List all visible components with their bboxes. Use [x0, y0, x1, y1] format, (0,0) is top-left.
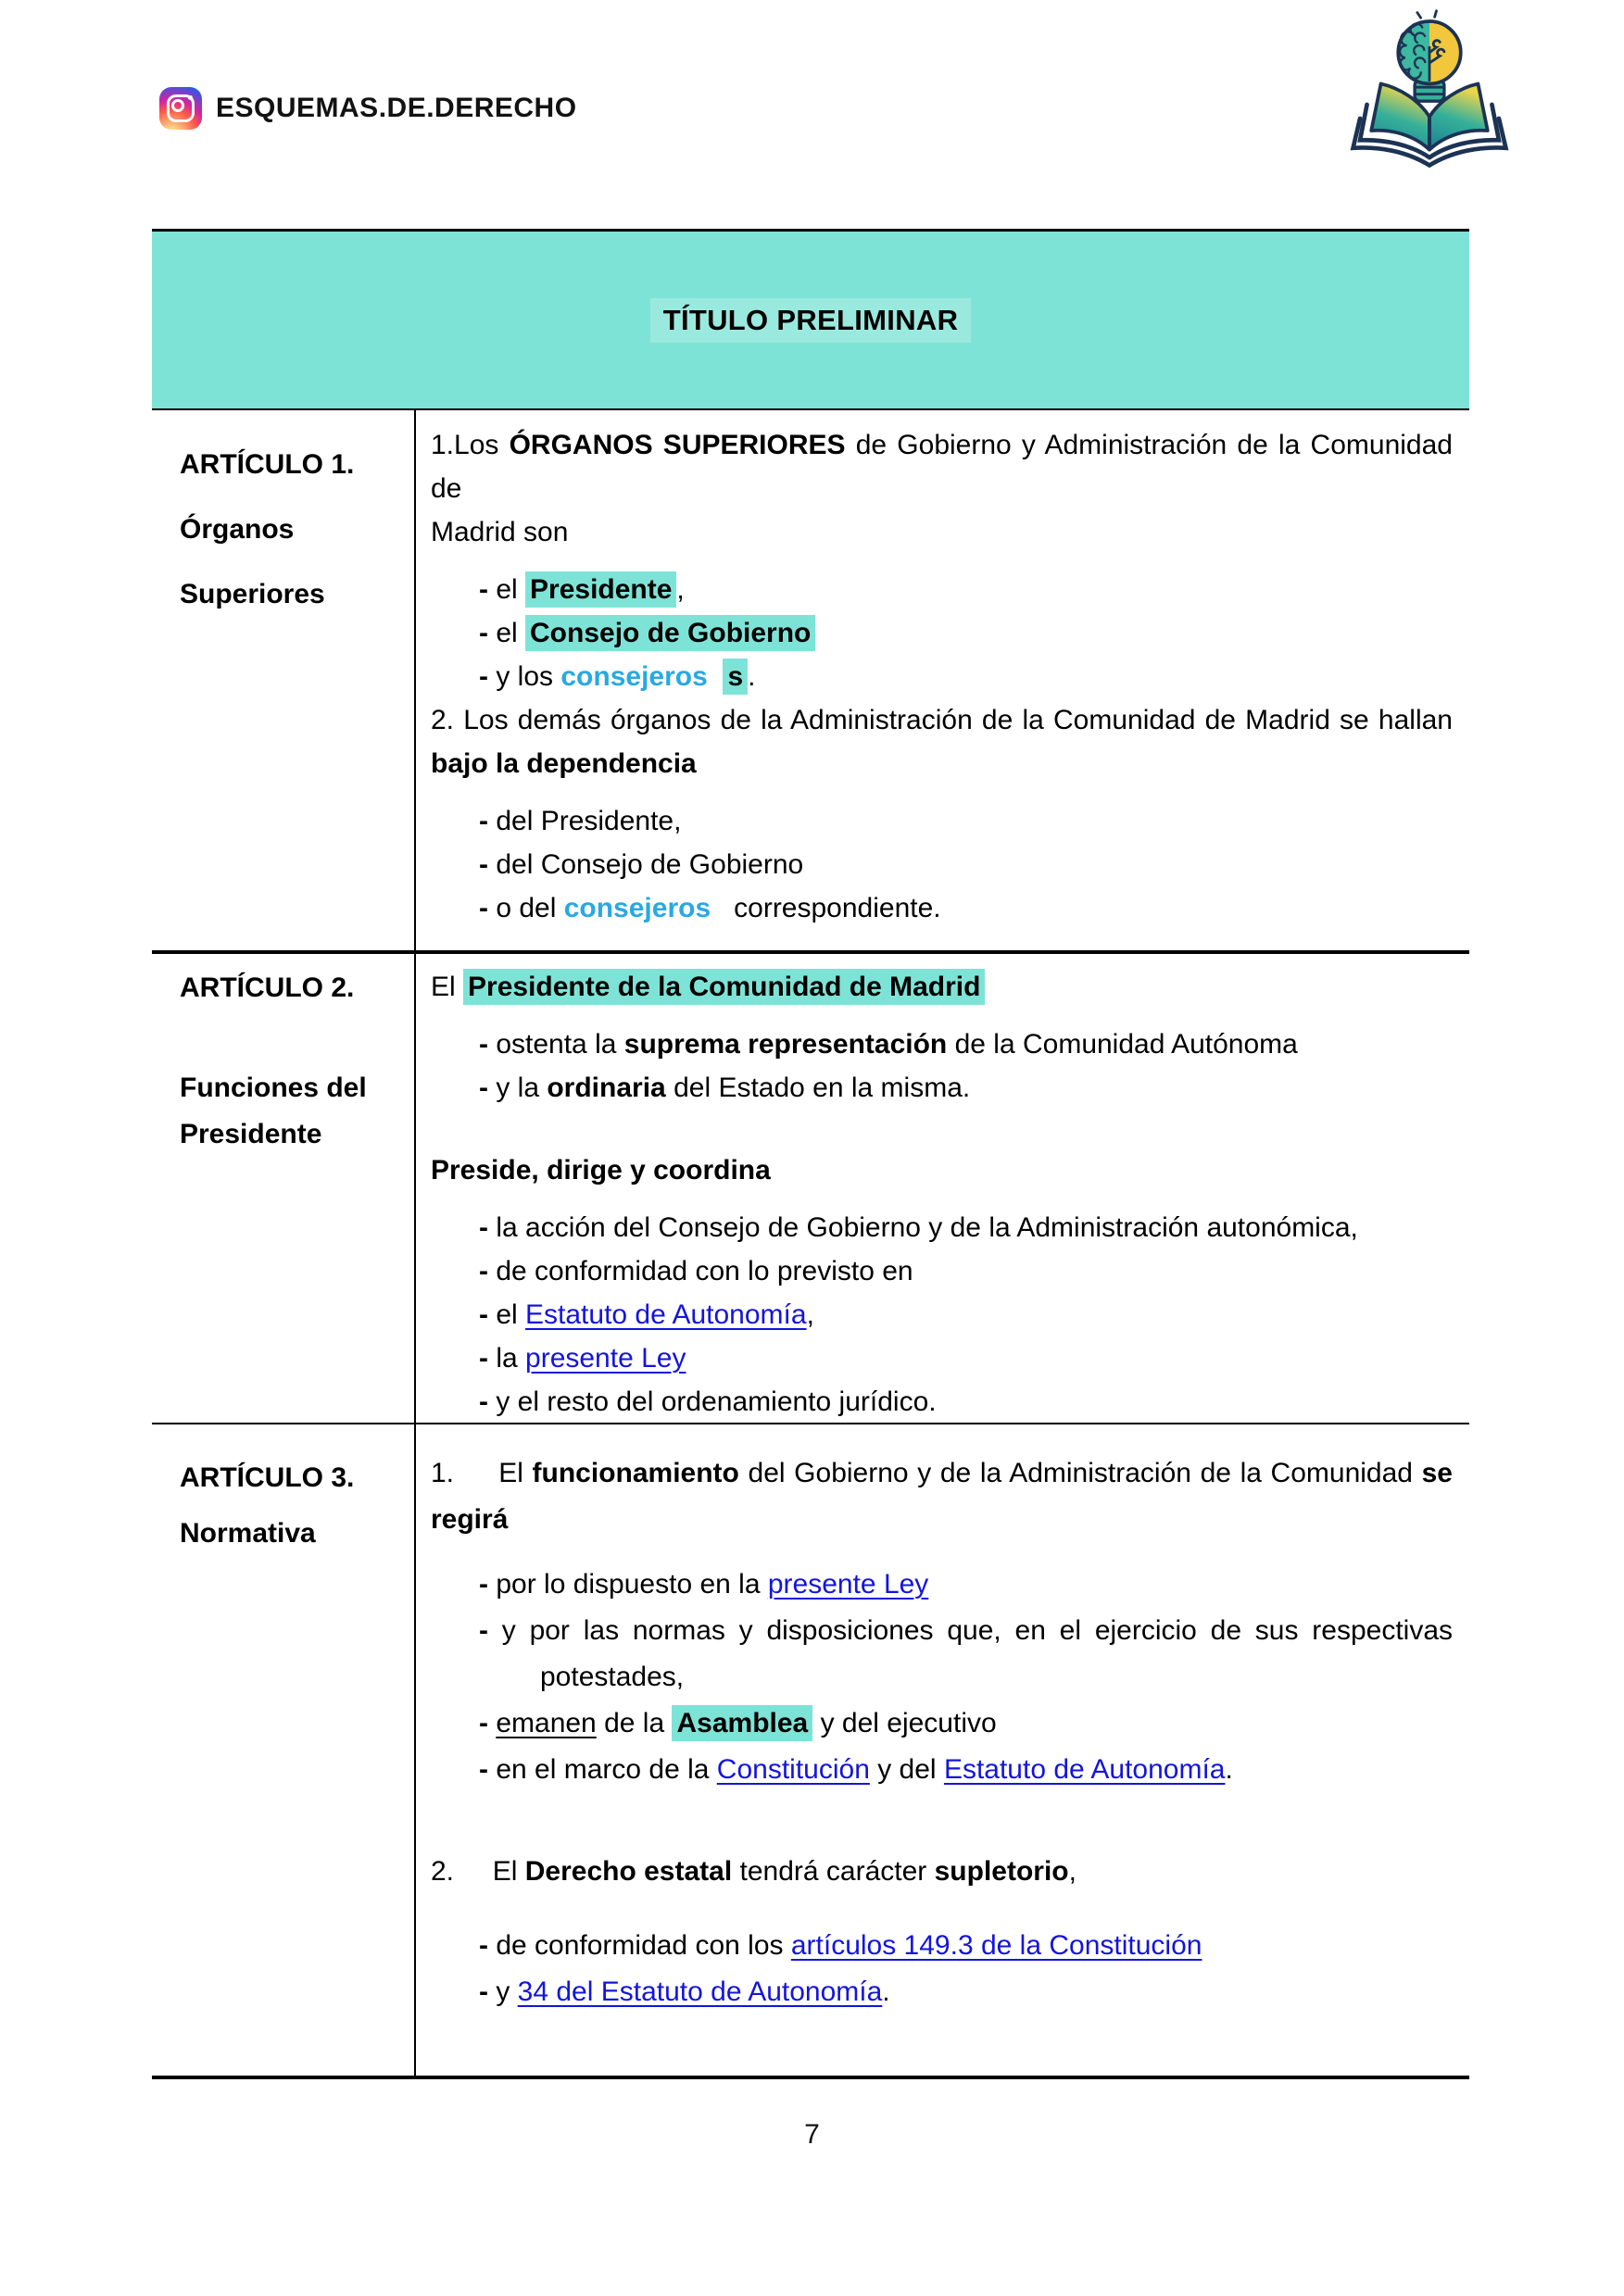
content-line: [479, 1747, 1453, 1793]
content-line: [479, 1923, 1453, 1969]
content-line: [431, 1148, 1453, 1192]
content-line: [479, 799, 1453, 843]
article-content-cell: [416, 410, 1469, 950]
article-label: Presidente: [180, 1119, 322, 1149]
content-line: [479, 1206, 1453, 1249]
text-segment: El: [492, 1856, 525, 1887]
bold-text: -: [479, 1299, 497, 1330]
table-title-bar: [152, 232, 1469, 410]
bold-text: -: [479, 1754, 497, 1785]
content-line: [479, 1293, 1453, 1336]
text-segment: tendrá carácter: [732, 1856, 935, 1887]
content-line: [479, 1249, 1453, 1293]
page-number: 7: [804, 2119, 820, 2150]
bold-text: -: [479, 618, 497, 648]
content-line: [479, 1380, 1453, 1423]
text-segment: ,: [1068, 1856, 1076, 1887]
text-segment: potestades,: [540, 1662, 685, 1692]
text-segment: ,: [806, 1299, 814, 1330]
text-segment: Los demás órganos de la Administración de la Comunidad de Madrid se hallan: [463, 705, 1453, 735]
bold-text: ÓRGANOS SUPERIORES: [509, 430, 846, 460]
doc-table-body: [152, 410, 1469, 2079]
bold-text: -: [479, 1386, 497, 1417]
content-line: [479, 843, 1453, 886]
bold-text: Derecho estatal: [524, 1856, 733, 1887]
article-label: Órganos: [180, 514, 295, 545]
content-line: [479, 886, 1453, 930]
text-segment: Madrid son: [431, 517, 569, 547]
table-row: [152, 954, 1469, 1424]
text-segment: de conformidad con lo previsto en: [496, 1256, 913, 1286]
bold-text: -: [479, 1930, 497, 1961]
camera-flash-dot: [188, 95, 193, 100]
text-segment: o del: [496, 893, 564, 923]
content-line: [479, 1969, 1453, 2015]
text-segment: y la: [496, 1073, 548, 1103]
bold-text: bajo la dependencia: [431, 748, 697, 779]
keyword-blue: consejeros: [560, 661, 708, 692]
content-line: [431, 698, 1453, 742]
content-line: [479, 1336, 1453, 1380]
text-segment: 2.: [431, 705, 464, 735]
article-label: ARTÍCULO 1.: [180, 449, 355, 480]
bold-text: se: [1421, 1458, 1453, 1488]
text-segment: en el marco de la: [496, 1754, 717, 1785]
link[interactable]: presente Ley: [525, 1343, 686, 1374]
text-segment: el: [496, 1299, 526, 1330]
bold-text: -: [479, 1256, 497, 1286]
article-label: Superiores: [180, 579, 325, 609]
text-segment: el: [496, 574, 526, 605]
bold-text: ordinaria: [547, 1073, 666, 1103]
text-segment: y el resto del ordenamiento jurídico.: [496, 1386, 937, 1417]
table-row: [152, 1424, 1469, 2079]
bold-text: -: [479, 661, 497, 692]
article-label: ARTÍCULO 2.: [180, 972, 355, 1003]
text-segment: de la Comunidad Autónoma: [947, 1029, 1298, 1060]
highlighted-text: Presidente de la Comunidad de Madrid: [463, 969, 985, 1005]
content-line: [479, 568, 1453, 611]
bold-text: -: [479, 849, 497, 880]
content-line: [540, 1654, 1453, 1700]
content-line: [479, 611, 1453, 655]
text-segment: [454, 1458, 498, 1488]
article-title-cell: [152, 1424, 416, 2076]
highlighted-text: Presidente: [525, 571, 676, 608]
link[interactable]: presente Ley: [767, 1569, 929, 1600]
table-row: [152, 410, 1469, 954]
text-segment: el: [496, 618, 526, 648]
bold-text: -: [479, 1708, 497, 1738]
text-segment: 1.: [431, 1458, 455, 1488]
text-segment: y del ejecutivo: [812, 1708, 997, 1738]
link[interactable]: Estatuto de Autonomía: [943, 1754, 1226, 1785]
text-segment: .: [1225, 1754, 1233, 1785]
article-label: Funciones del: [180, 1073, 367, 1103]
content-line: [431, 423, 1453, 510]
text-segment: la: [496, 1343, 526, 1374]
text-segment: y del: [869, 1754, 944, 1785]
instagram-handle: ESQUEMAS.DE.DERECHO: [216, 93, 577, 123]
text-segment: y: [496, 1976, 518, 2007]
bold-text: -: [479, 1212, 497, 1243]
text-segment: la acción del Consejo de Gobierno y de la Administración autonómica,: [496, 1212, 1358, 1243]
text-segment: El: [431, 972, 464, 1002]
content-line: [479, 655, 1453, 698]
content-line: [431, 965, 1453, 1009]
text-segment: de Gobierno y Administración de la Comunidad de: [431, 430, 1453, 504]
link[interactable]: Constitución: [716, 1754, 870, 1785]
article-label: Normativa: [180, 1518, 316, 1549]
article-content-cell: [416, 1424, 1469, 2076]
schema-table: [152, 229, 1469, 2079]
bold-text: funcionamiento: [532, 1458, 739, 1488]
text-segment: .: [748, 661, 756, 692]
content-line: [431, 1849, 1453, 1895]
link[interactable]: artículos 149.3 de la Constitución: [790, 1930, 1202, 1961]
text-segment: del Gobierno y de la Administración de la Comunidad: [738, 1458, 1422, 1488]
text-segment: 2.: [431, 1856, 455, 1887]
underlined-text: emanen: [496, 1708, 597, 1738]
text-segment: del Presidente,: [496, 806, 682, 836]
instagram-icon: [159, 87, 202, 130]
bold-text: -: [479, 1343, 497, 1374]
text-segment: ostenta la: [496, 1029, 624, 1060]
text-segment: ,: [676, 574, 685, 605]
link[interactable]: 34 del Estatuto de Autonomía: [517, 1976, 883, 2007]
text-segment: y por las normas y disposiciones que, en el ejercicio de sus respectivas: [501, 1615, 1453, 1646]
bold-text: regirá: [431, 1504, 509, 1535]
content-line: [479, 1700, 1453, 1747]
content-line: [431, 1497, 1453, 1543]
text-segment: de conformidad con los: [496, 1930, 791, 1961]
text-segment: correspondiente.: [711, 893, 941, 923]
text-segment: [454, 1856, 493, 1887]
brain-book-logo-icon: [1341, 7, 1517, 172]
content-line: [479, 1066, 1453, 1110]
bold-text: -: [479, 1615, 502, 1646]
content-line: [431, 1450, 1453, 1497]
bold-text: -: [479, 1976, 497, 2007]
content-line: [431, 510, 1453, 554]
bold-text: -: [479, 1569, 497, 1600]
link[interactable]: Estatuto de Autonomía: [525, 1299, 807, 1330]
text-segment: del Estado en la misma.: [665, 1073, 971, 1103]
content-line: [431, 742, 1453, 785]
camera-lens: [171, 99, 184, 112]
article-content-cell: [416, 954, 1469, 1423]
article-title-cell: [152, 954, 416, 1423]
text-segment: 1.Los: [431, 430, 510, 460]
text-segment: por lo dispuesto en la: [496, 1569, 768, 1600]
bold-text: -: [479, 1073, 497, 1103]
bold-text: -: [479, 574, 497, 605]
content-line: [479, 1562, 1453, 1608]
bold-text: supletorio: [934, 1856, 1069, 1887]
article-title-cell: [152, 410, 416, 950]
bold-text: Preside, dirige y coordina: [431, 1155, 771, 1186]
text-segment: [708, 661, 724, 692]
text-segment: de la: [596, 1708, 673, 1738]
text-segment: El: [498, 1458, 533, 1488]
bold-text: -: [479, 806, 497, 836]
article-label: ARTÍCULO 3.: [180, 1462, 355, 1493]
content-line: [479, 1608, 1453, 1654]
highlighted-text: s: [723, 659, 748, 695]
text-segment: del Consejo de Gobierno: [496, 849, 804, 880]
content-line: [479, 1023, 1453, 1066]
instagram-badge: [159, 87, 577, 130]
highlighted-text: Asamblea: [672, 1705, 812, 1741]
table-title: TÍTULO PRELIMINAR: [650, 298, 972, 343]
text-segment: y los: [496, 661, 561, 692]
bold-text: -: [479, 893, 497, 923]
bold-text: suprema representación: [623, 1029, 948, 1060]
highlighted-text: Consejo de Gobierno: [525, 615, 815, 651]
text-segment: .: [882, 1976, 890, 2007]
keyword-blue: consejeros: [563, 893, 711, 923]
bold-text: -: [479, 1029, 497, 1060]
